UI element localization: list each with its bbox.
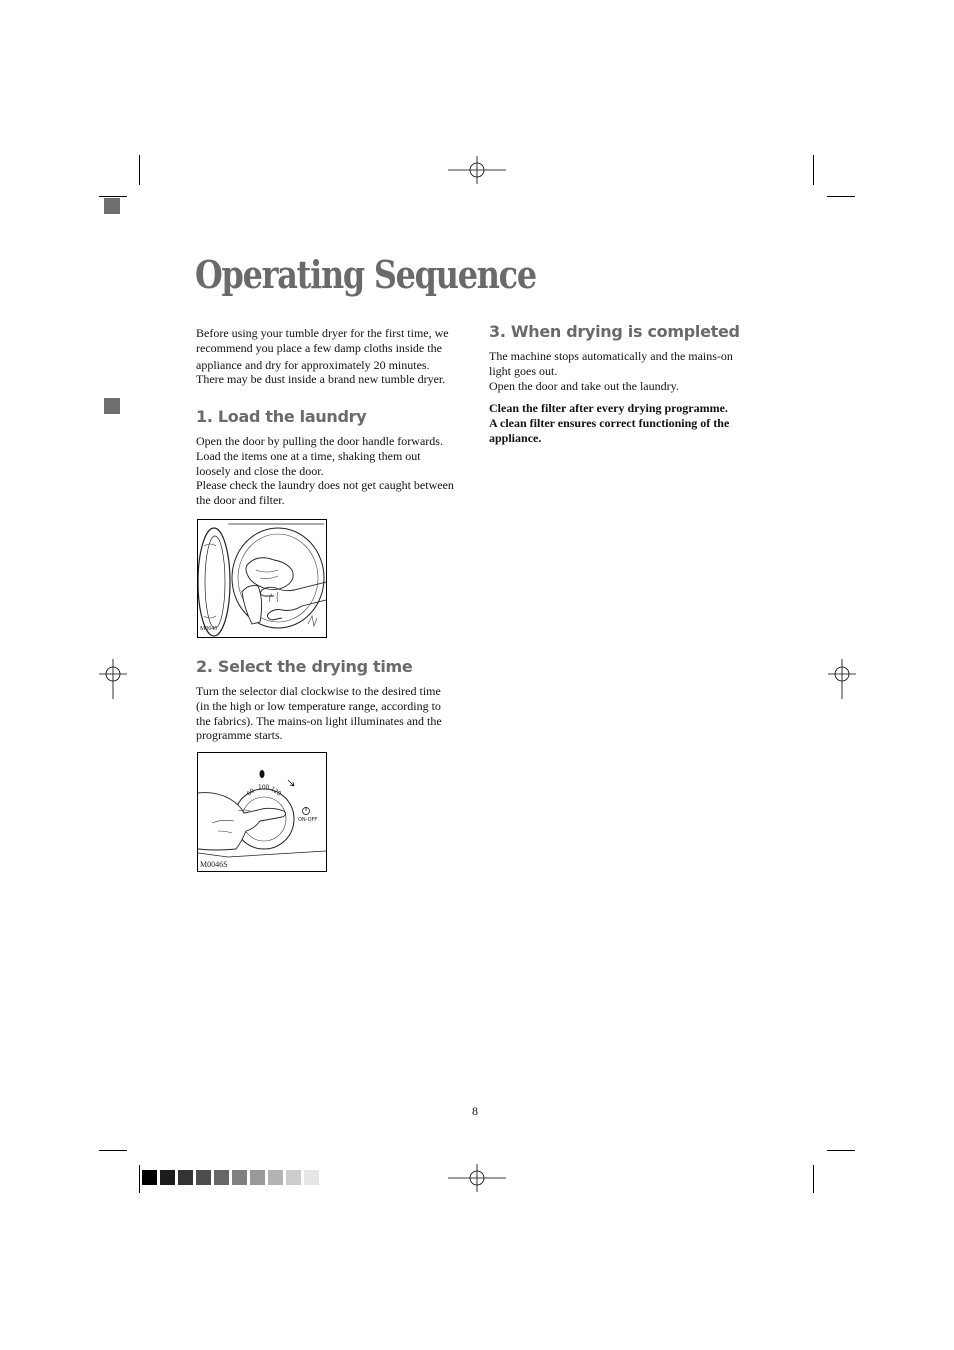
dial-label: 60	[245, 787, 256, 798]
figure-code: M0046S	[200, 860, 228, 869]
intro-line: Before using your tumble dryer for the first time, we	[196, 326, 449, 340]
text-line: Open the door and take out the laundry.	[489, 378, 679, 393]
registration-mark-icon	[448, 156, 506, 184]
color-swatch	[142, 1170, 157, 1185]
section-heading-load-laundry: 1. Load the laundry	[196, 407, 367, 426]
intro-line: appliance and dry for approximately 20 minutes.	[196, 357, 430, 372]
crop-mark	[99, 1150, 127, 1151]
intro-line: There may be dust inside a brand new tumble dryer.	[196, 372, 446, 387]
color-swatch	[178, 1170, 193, 1185]
color-swatch	[268, 1170, 283, 1185]
intro-line: recommend you place a few damp cloths inside the	[196, 340, 442, 355]
text-line: programme starts.	[196, 728, 283, 743]
crop-mark	[139, 155, 140, 185]
warning-line: appliance.	[489, 430, 542, 445]
color-swatch	[214, 1170, 229, 1185]
section-heading-select-time: 2. Select the drying time	[196, 657, 413, 676]
registration-mark-icon	[448, 1164, 506, 1192]
section-marker	[104, 198, 120, 214]
crop-mark	[827, 1150, 855, 1151]
text-line: loosely and close the door.	[196, 463, 324, 478]
dial-label: 120	[269, 785, 283, 798]
section-heading-drying-completed: 3. When drying is completed	[489, 322, 740, 341]
text-line: Open the door by pulling the door handle forwards.	[196, 434, 443, 448]
text-line: the fabrics). The mains-on light illuminates and the	[196, 713, 442, 728]
warning-line: Clean the filter after every drying programme.	[489, 401, 728, 415]
page-title: Operating Sequence	[195, 252, 536, 297]
figure-code: M0045	[200, 626, 218, 632]
crop-mark	[827, 196, 855, 197]
section-text-load-laundry	[196, 434, 454, 508]
color-swatch	[304, 1170, 319, 1185]
section-text-drying-completed	[489, 349, 733, 393]
color-swatch	[250, 1170, 265, 1185]
color-swatch	[196, 1170, 211, 1185]
registration-mark-icon	[828, 659, 856, 699]
text-line: Turn the selector dial clockwise to the desired time	[196, 684, 441, 698]
color-swatch	[286, 1170, 301, 1185]
section-text-select-time	[196, 684, 442, 743]
on-off-label: ON-OFF	[298, 817, 318, 823]
loading-laundry-illustration	[198, 520, 326, 637]
figure-selector-dial	[197, 752, 327, 872]
filter-warning	[489, 401, 729, 445]
color-swatch	[232, 1170, 247, 1185]
text-line: Load the items one at a time, shaking them out	[196, 448, 421, 463]
text-line: Please check the laundry does not get caught between	[196, 478, 454, 493]
text-line: The machine stops automatically and the mains-on	[489, 349, 733, 363]
dial-label: 100	[258, 784, 270, 791]
intro-paragraph	[196, 326, 449, 387]
crop-mark	[813, 155, 814, 185]
crop-mark	[99, 196, 127, 197]
warning-line: A clean filter ensures correct functioning of the	[489, 415, 730, 430]
page-number: 8	[472, 1104, 478, 1118]
text-line: light goes out.	[489, 363, 558, 378]
text-line: (in the high or low temperature range, according to	[196, 698, 441, 713]
crop-mark	[139, 1165, 140, 1193]
section-marker	[104, 398, 120, 414]
figure-load-laundry	[197, 519, 327, 638]
color-swatch	[160, 1170, 175, 1185]
text-line: the door and filter.	[196, 493, 285, 508]
selector-dial-illustration	[198, 753, 326, 871]
registration-mark-icon	[99, 659, 127, 699]
crop-mark	[813, 1165, 814, 1193]
